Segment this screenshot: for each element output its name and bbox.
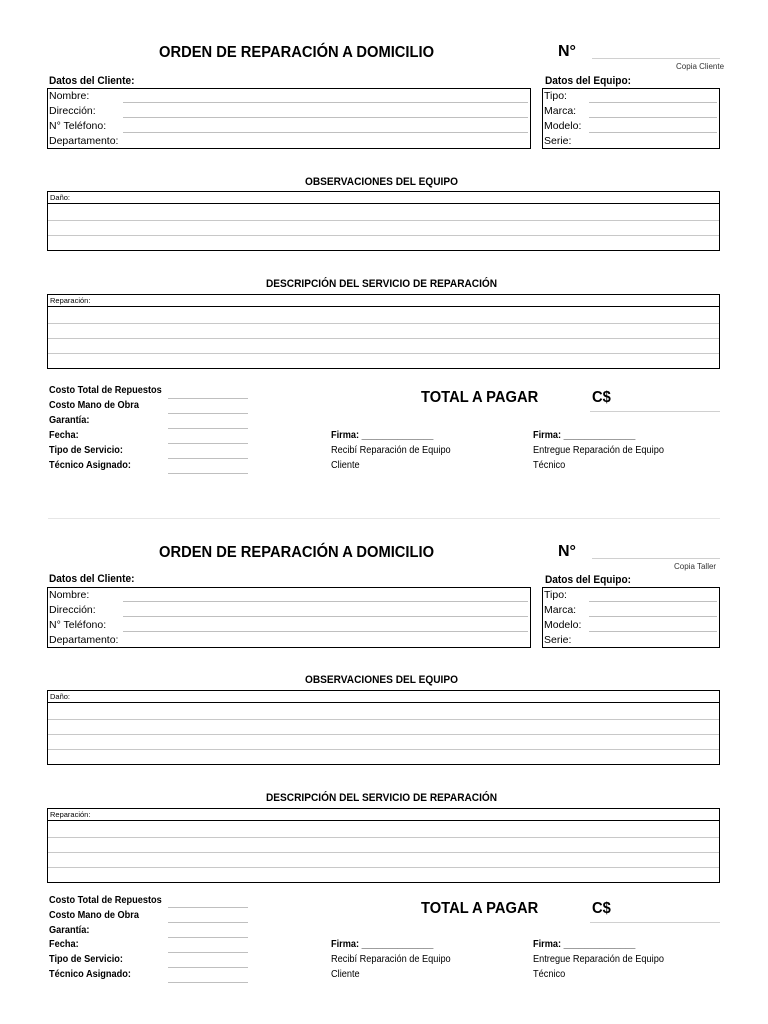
client-department-row[interactable] xyxy=(48,134,530,149)
parts-cost-line[interactable] xyxy=(168,398,248,399)
service-type-label: Tipo de Servicio: xyxy=(49,954,123,965)
service-type-line[interactable] xyxy=(168,458,248,459)
equipment-serial-row[interactable] xyxy=(543,633,719,648)
tech-signature-line2: Técnico xyxy=(533,460,566,471)
damage-line xyxy=(48,719,719,720)
labor-cost-line[interactable] xyxy=(168,922,248,923)
equipment-model-label: Modelo: xyxy=(544,120,582,132)
equipment-serial-label: Serie: xyxy=(544,634,572,646)
client-data-box xyxy=(47,88,531,149)
date-line[interactable] xyxy=(168,952,248,953)
client-signature[interactable] xyxy=(331,430,433,441)
technician-label: Técnico Asignado: xyxy=(49,969,131,980)
warranty-label: Garantía: xyxy=(49,925,90,936)
technician-line[interactable] xyxy=(168,473,248,474)
repair-line xyxy=(48,338,719,339)
labor-cost-label: Costo Mano de Obra xyxy=(49,400,139,411)
equipment-model-label: Modelo: xyxy=(544,619,582,631)
labor-cost-line[interactable] xyxy=(168,413,248,414)
observations-title: OBSERVACIONES DEL EQUIPO xyxy=(305,176,458,188)
total-amount-line[interactable] xyxy=(590,922,720,923)
copy-label: Copia Taller xyxy=(674,562,717,571)
client-signature-line2: Cliente xyxy=(331,969,360,980)
client-department-label: Departamento: xyxy=(49,135,119,147)
repair-line xyxy=(48,852,719,853)
service-type-label: Tipo de Servicio: xyxy=(49,445,123,456)
client-signature-line1: Recibí Reparación de Equipo xyxy=(331,954,451,965)
damage-box[interactable] xyxy=(47,191,720,251)
tech-signature-label: Firma: ______________ xyxy=(533,939,636,950)
tech-signature-line2: Técnico xyxy=(533,969,566,980)
damage-line xyxy=(48,220,719,221)
warranty-line[interactable] xyxy=(168,937,248,938)
repair-order-client-copy xyxy=(0,0,768,500)
currency-label: C$ xyxy=(592,389,611,406)
labor-cost-label: Costo Mano de Obra xyxy=(49,910,139,921)
total-label: TOTAL A PAGAR xyxy=(421,389,539,406)
tech-signature[interactable] xyxy=(533,939,635,950)
repair-line xyxy=(48,837,719,838)
repair-line xyxy=(48,353,719,354)
client-section-label: Datos del Cliente: xyxy=(49,573,135,585)
tech-signature-line1: Entregue Reparación de Equipo xyxy=(533,445,664,456)
equipment-brand-label: Marca: xyxy=(544,604,577,616)
damage-line xyxy=(48,235,719,236)
client-department-label: Departamento: xyxy=(49,634,119,646)
date-label: Fecha: xyxy=(49,430,79,441)
repair-label: Reparación: xyxy=(48,809,719,821)
observations-title: OBSERVACIONES DEL EQUIPO xyxy=(305,674,458,686)
repair-line xyxy=(48,867,719,868)
order-number-line[interactable] xyxy=(592,58,720,59)
equipment-section-label: Datos del Equipo: xyxy=(545,75,632,87)
tech-signature-label: Firma: ______________ xyxy=(533,430,636,441)
equipment-type-row[interactable] xyxy=(543,89,719,104)
parts-cost-label: Costo Total de Repuestos xyxy=(49,385,162,396)
form-title: ORDEN DE REPARACIÓN A DOMICILIO xyxy=(159,544,435,561)
equipment-section-label: Datos del Equipo: xyxy=(545,574,632,586)
service-title: DESCRIPCIÓN DEL SERVICIO DE REPARACIÓN xyxy=(266,792,498,804)
form-title: ORDEN DE REPARACIÓN A DOMICILIO xyxy=(159,44,435,61)
repair-box[interactable] xyxy=(47,808,720,883)
client-phone-label: N° Teléfono: xyxy=(49,619,107,631)
equipment-serial-label: Serie: xyxy=(544,135,572,147)
technician-line[interactable] xyxy=(168,982,248,983)
total-label: TOTAL A PAGAR xyxy=(421,900,539,917)
client-address-label: Dirección: xyxy=(49,105,96,117)
client-phone-row[interactable] xyxy=(48,119,530,134)
repair-box[interactable] xyxy=(47,294,720,369)
client-name-label: Nombre: xyxy=(49,90,90,102)
repair-label: Reparación: xyxy=(48,295,719,307)
service-type-line[interactable] xyxy=(168,967,248,968)
damage-label: Daño: xyxy=(48,691,719,703)
repair-line xyxy=(48,323,719,324)
client-name-label: Nombre: xyxy=(49,589,90,601)
damage-label: Daño: xyxy=(48,192,719,204)
order-number-label: N° xyxy=(558,543,576,560)
order-number-line[interactable] xyxy=(592,558,720,559)
equipment-type-label: Tipo: xyxy=(544,589,567,601)
tech-signature[interactable] xyxy=(533,430,635,441)
equipment-brand-row[interactable] xyxy=(543,104,719,119)
total-amount-line[interactable] xyxy=(590,411,720,412)
client-phone-label: N° Teléfono: xyxy=(49,120,107,132)
damage-box[interactable] xyxy=(47,690,720,765)
client-name-row[interactable] xyxy=(48,89,530,104)
order-number-label: N° xyxy=(558,43,576,60)
equipment-model-row[interactable] xyxy=(543,618,719,633)
repair-order-workshop-copy xyxy=(0,508,768,1008)
client-address-row[interactable] xyxy=(48,603,530,618)
client-signature-label: Firma: ______________ xyxy=(331,430,434,441)
equipment-type-row[interactable] xyxy=(543,588,719,603)
parts-cost-line[interactable] xyxy=(168,907,248,908)
equipment-brand-label: Marca: xyxy=(544,105,577,117)
damage-line xyxy=(48,749,719,750)
damage-line xyxy=(48,734,719,735)
client-address-row[interactable] xyxy=(48,104,530,119)
technician-label: Técnico Asignado: xyxy=(49,460,131,471)
equipment-data-box xyxy=(542,88,720,149)
client-data-box xyxy=(47,587,531,648)
client-signature-label: Firma: ______________ xyxy=(331,939,434,950)
client-signature[interactable] xyxy=(331,939,433,950)
client-address-label: Dirección: xyxy=(49,604,96,616)
client-signature-line2: Cliente xyxy=(331,460,360,471)
service-title: DESCRIPCIÓN DEL SERVICIO DE REPARACIÓN xyxy=(266,278,498,290)
warranty-label: Garantía: xyxy=(49,415,90,426)
equipment-type-label: Tipo: xyxy=(544,90,567,102)
warranty-line[interactable] xyxy=(168,428,248,429)
equipment-serial-row[interactable] xyxy=(543,134,719,149)
currency-label: C$ xyxy=(592,900,611,917)
tech-signature-line1: Entregue Reparación de Equipo xyxy=(533,954,664,965)
client-phone-row[interactable] xyxy=(48,618,530,633)
date-label: Fecha: xyxy=(49,939,79,950)
copy-label: Copia Cliente xyxy=(676,62,725,71)
date-line[interactable] xyxy=(168,443,248,444)
client-signature-line1: Recibí Reparación de Equipo xyxy=(331,445,451,456)
client-department-row[interactable] xyxy=(48,633,530,648)
client-section-label: Datos del Cliente: xyxy=(49,75,135,87)
equipment-brand-row[interactable] xyxy=(543,603,719,618)
equipment-data-box xyxy=(542,587,720,648)
parts-cost-label: Costo Total de Repuestos xyxy=(49,895,162,906)
client-name-row[interactable] xyxy=(48,588,530,603)
equipment-model-row[interactable] xyxy=(543,119,719,134)
